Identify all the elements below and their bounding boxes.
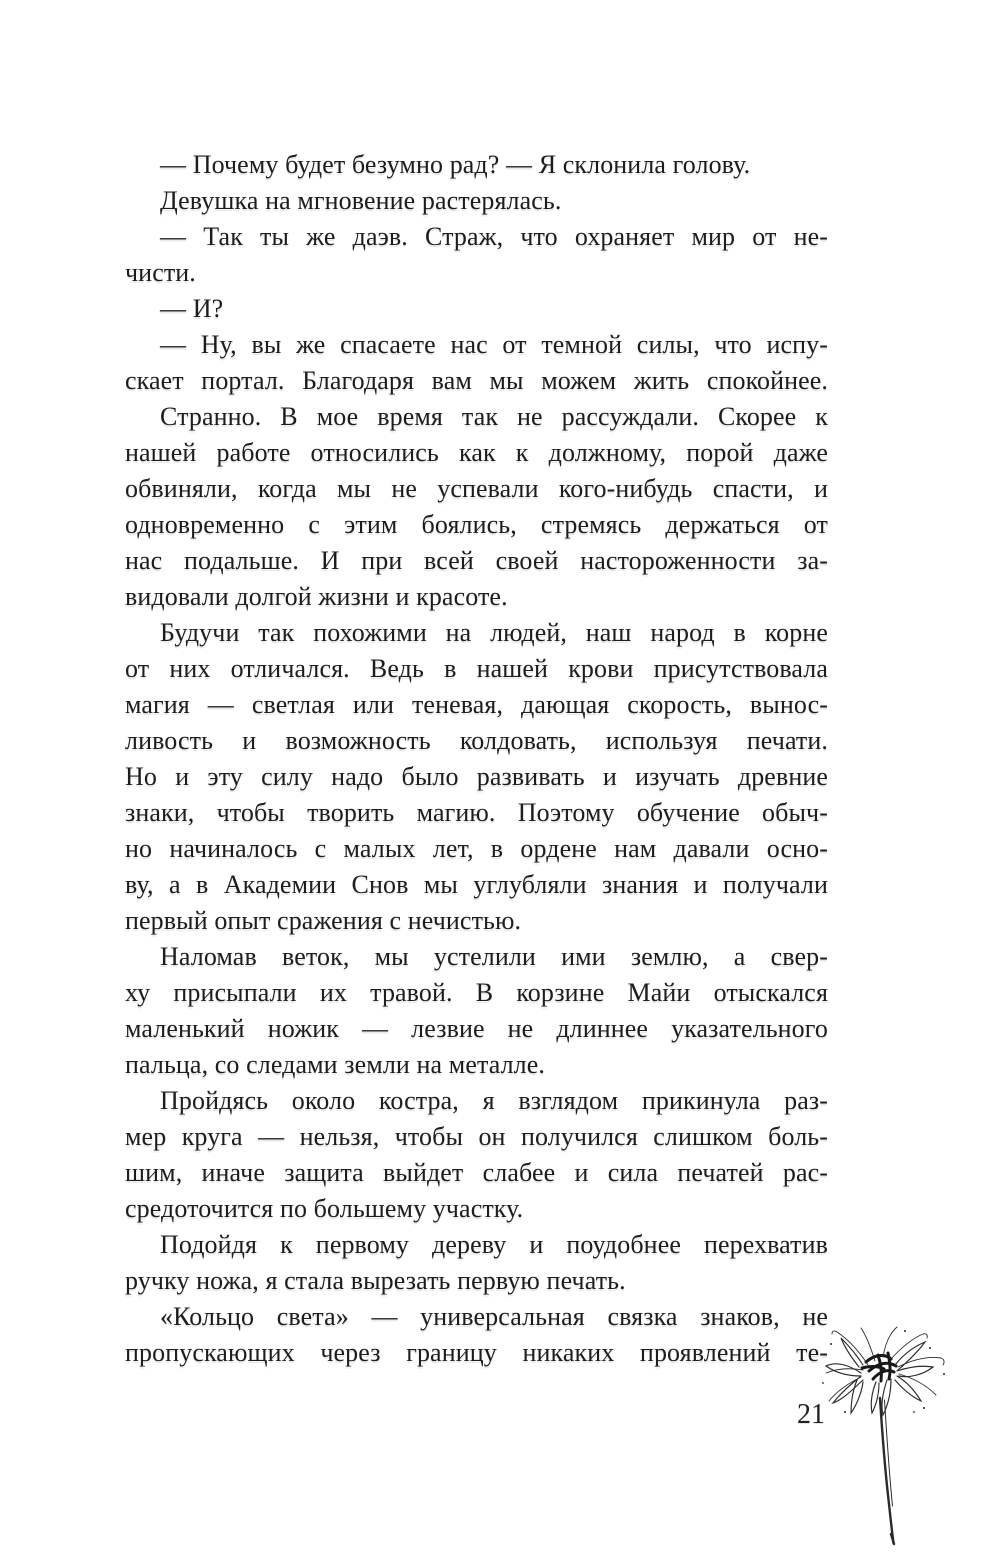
text-line: пальца, со следами земли на металле.	[125, 1050, 545, 1079]
text-line: ручку ножа, я стала вырезать первую печать.	[125, 1266, 626, 1295]
spider-lily-illustration	[818, 1322, 998, 1554]
text-line: «Кольцо света» — универсальная связка знаков, не	[160, 1302, 828, 1331]
page-number: 21	[797, 1399, 825, 1430]
text-line: мер круга — нельзя, чтобы он получился слишком боль-	[125, 1122, 828, 1151]
text-line: шим, иначе защита выйдет слабее и сила печатей рас-	[125, 1158, 828, 1187]
text-line: — Так ты же даэв. Страж, что охраняет мир от не-	[160, 222, 828, 251]
text-line: чисти.	[125, 258, 196, 287]
page-text	[125, 147, 828, 1371]
text-line: ву, а в Академии Снов мы углубляли знания и получали	[125, 870, 828, 899]
text-line: Девушка на мгновение растерялась.	[160, 186, 562, 215]
text-line: Будучи так похожими на людей, наш народ в корне	[160, 618, 828, 647]
text-line: Наломав веток, мы устелили ими землю, а свер-	[160, 942, 828, 971]
text-line: маленький ножик — лезвие не длиннее указательного	[125, 1014, 828, 1043]
text-line: Но и эту силу надо было развивать и изучать древние	[125, 762, 828, 791]
text-line: одновременно с этим боялись, стремясь держаться от	[125, 510, 828, 539]
text-line: Странно. В мое время так не рассуждали. Скорее к	[160, 402, 828, 431]
text-line: — Ну, вы же спасаете нас от темной силы, что испу-	[160, 330, 828, 359]
text-line: обвиняли, когда мы не успевали кого-нибудь спасти, и	[125, 474, 828, 503]
text-line: ху присыпали их травой. В корзине Майи отыскался	[125, 978, 828, 1007]
text-line: видовали долгой жизни и красоте.	[125, 582, 508, 611]
text-line: нас подальше. И при всей своей настороженности за-	[125, 546, 828, 575]
text-line: скает портал. Благодаря вам мы можем жить спокойнее.	[125, 366, 828, 395]
text-line: Подойдя к первому дереву и поудобнее перехватив	[160, 1230, 828, 1259]
text-line: нашей работе относились как к должному, порой даже	[125, 438, 828, 467]
text-line: средоточится по большему участку.	[125, 1194, 524, 1223]
text-line: — Почему будет безумно рад? — Я склонила голову.	[160, 150, 751, 179]
text-line: магия — светлая или теневая, дающая скорость, вынос-	[125, 690, 828, 719]
text-line: но начиналось с малых лет, в ордене нам давали осно-	[125, 834, 828, 863]
text-line: пропускающих через границу никаких проявлений те-	[125, 1338, 828, 1367]
text-line: — И?	[160, 294, 224, 323]
text-line: Пройдясь около костра, я взглядом прикинула раз-	[160, 1086, 828, 1115]
text-line: от них отличался. Ведь в нашей крови присутствовала	[125, 654, 828, 683]
text-line: первый опыт сражения с нечистью.	[125, 906, 522, 935]
text-line: ливость и возможность колдовать, используя печати.	[125, 726, 828, 755]
text-line: знаки, чтобы творить магию. Поэтому обучение обыч-	[125, 798, 828, 827]
